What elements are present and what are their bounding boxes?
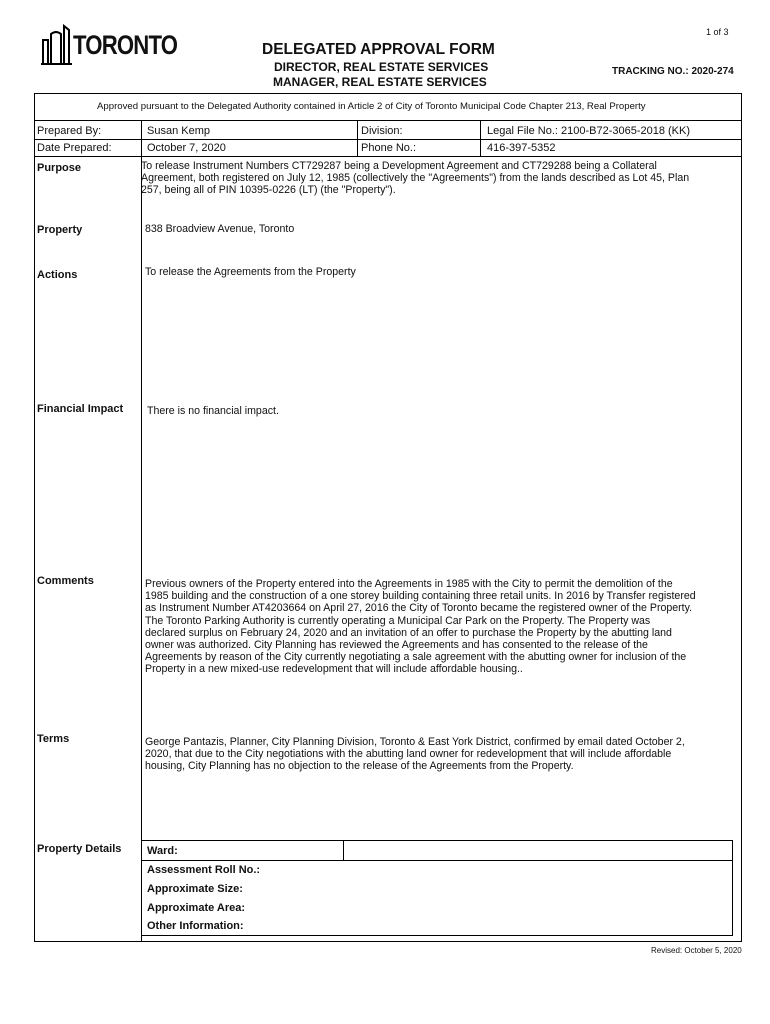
actions-label: Actions <box>37 269 78 281</box>
division-label: Division: <box>361 125 403 137</box>
other-information-label: Other Information: <box>147 920 244 932</box>
page-number: 1 of 3 <box>706 27 729 37</box>
property-label: Property <box>37 224 83 236</box>
purpose-text <box>141 160 741 197</box>
column-divider <box>357 120 358 156</box>
property-details-label: Property Details <box>37 843 122 855</box>
property-address: 838 Broadview Avenue, Toronto <box>145 223 295 235</box>
divider <box>141 860 733 861</box>
column-divider <box>480 120 481 156</box>
terms-text <box>145 736 741 773</box>
comments-line: as Instrument Number AT4203664 on April 27, 2016 the City of Toronto became the registered owner of the Property. <box>145 602 693 615</box>
logo-wordmark: TORONTO <box>73 30 178 60</box>
comments-line: Agreements by reason of the City currently negotiating a sale agreement with the abutting owner for inclusion of the <box>145 651 687 664</box>
purpose-line: To release Instrument Numbers CT729287 being a Development Agreement and CT729288 being a Collateral <box>141 160 657 172</box>
date-prepared-value: October 7, 2020 <box>147 142 226 154</box>
purpose-label: Purpose <box>37 162 82 174</box>
form-subtitle-manager: MANAGER, REAL ESTATE SERVICES <box>273 75 487 89</box>
approximate-area-label: Approximate Area: <box>147 902 246 914</box>
ward-label: Ward: <box>147 845 178 857</box>
prepared-by-value: Susan Kemp <box>147 125 210 137</box>
phone-label: Phone No.: <box>361 142 417 154</box>
phone-value: 416-397-5352 <box>487 142 556 154</box>
purpose-line: 257, being all of PIN 10395-0226 (LT) (the "Property"). <box>141 184 396 197</box>
comments-line: Previous owners of the Property entered into the Agreements in 1985 with the City to permit the demolition of the <box>145 578 673 590</box>
purpose-line: Agreement, both registered on July 12, 1985 (collectively the "Agreements") from the lands described as Lot 45, Plan <box>141 172 690 185</box>
comments-line: 1985 building and the construction of a one storey building containing three retail units. In 2016 by Transfer registered <box>145 590 696 603</box>
terms-label: Terms <box>37 733 70 745</box>
tracking-number: TRACKING NO.: 2020-274 <box>612 66 734 77</box>
comments-text <box>145 578 741 676</box>
form-title: DELEGATED APPROVAL FORM <box>262 41 495 58</box>
authority-statement: Approved pursuant to the Delegated Authority contained in Article 2 of City of Toronto Municipal Code Chapter 213, Real Property <box>97 101 646 112</box>
column-divider <box>141 120 142 942</box>
terms-line: George Pantazis, Planner, City Planning Division, Toronto & East York District, confirmed by email dated October 2, <box>145 736 685 748</box>
legal-file-number: Legal File No.: 2100-B72-3065-2018 (KK) <box>487 125 691 137</box>
financial-impact-text: There is no financial impact. <box>147 405 279 417</box>
comments-line: Property in a new mixed-use redevelopment that will include affordable housing.. <box>145 663 523 676</box>
comments-label: Comments <box>37 575 94 587</box>
date-prepared-label: Date Prepared: <box>37 142 112 154</box>
actions-text: To release the Agreements from the Property <box>145 266 356 278</box>
comments-line: The Toronto Parking Authority is currently operating a Municipal Car Park on the Property. The Property was <box>145 614 651 627</box>
revision-date: Revised: October 5, 2020 <box>651 946 742 955</box>
prepared-by-label: Prepared By: <box>37 125 102 137</box>
comments-line: declared surplus on February 24, 2020 and an invitation of an offer to purchase the Property by the abutting land <box>145 626 672 639</box>
form-subtitle-director: DIRECTOR, REAL ESTATE SERVICES <box>274 60 489 74</box>
terms-line: 2020, that due to the City negotiations with the abutting land owner for redevelopment that will include affordable <box>145 748 672 761</box>
terms-line: housing, City Planning has no objection to the release of the Agreements from the Property. <box>145 760 574 773</box>
column-divider <box>343 840 344 860</box>
assessment-roll-label: Assessment Roll No.: <box>147 864 261 876</box>
approximate-size-label: Approximate Size: <box>147 883 243 895</box>
financial-impact-label: Financial Impact <box>37 403 124 415</box>
comments-line: owner was authorized. City Planning has reviewed the Agreements and has consented to the release of the <box>145 639 648 652</box>
